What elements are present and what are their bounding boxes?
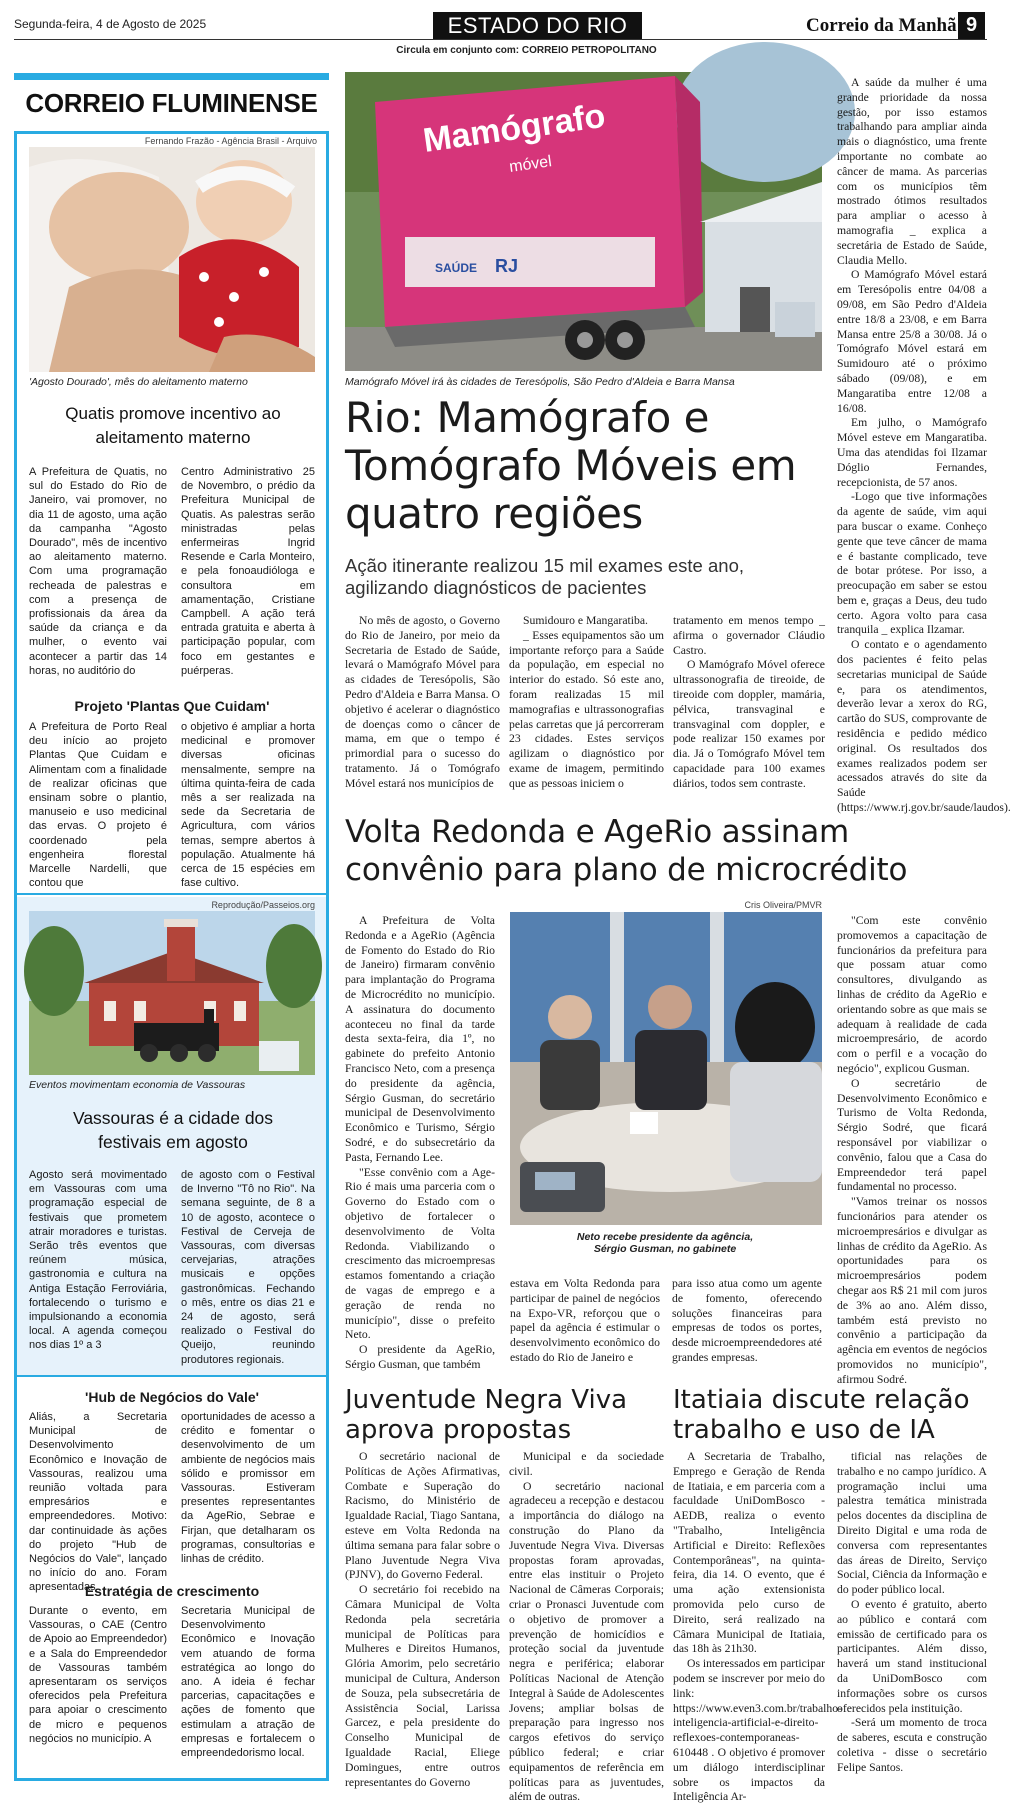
paragraph: A Secretaria de Trabalho, Emprego e Geração de Renda de Itatiaia, e em parceria com a faculdade UniDomBosco - AEDB, realiza o evento "Trabalho, Inteligência Artificial e Direito: Reflexões Contemporâneas", na quinta-feira, dia 14. O evento, que é uma ação extensionista promovida pelo curso de Direito, será realizado na Câmara Municipal de Itatiaia, das 18h às 21h30. — [673, 1450, 825, 1656]
paragraph: "Vamos treinar os nossos funcionários para atender os microempresários e divulgar as linhas de crédito da AgeRio. As oportunidades para os microempresários podem chegar aos R$ 21 mil com juros de 3% ao ano. Além disso, também está previsto no convênio a participação da agência em eventos de negócios promovidos no município", afirmou Sodré. — [837, 1195, 987, 1386]
sidebar-title: CORREIO FLUMINENSE — [25, 88, 318, 118]
story-text: Durante o evento, em Vassouras, o CAE (Centro de Apoio ao Empreendedor) e a Sala do Empreendedor de Vassouras também apresentaram os serviços oferecidos pela Prefeitura para apoiar o crescimento de micro e pequenos negócios no município. A — [29, 1605, 167, 1745]
story-text: o objetivo é ampliar a horta medicinal e promover diversas oficinas mensalmente, sempre na última quinta-feira de cada mês a ser realizada na sede da Secretaria de Agricultura, com vários temas, sempre abertos à população. Atualmente há cerca de 15 espécies em fase cultivo. — [181, 721, 315, 890]
photo-caption: Neto recebe presidente da agência, Sérgio Gusman, no gabinete — [576, 1231, 754, 1255]
paragraph: -Logo que tive informações da agente de saúde, vim aqui para buscar o exame. Conheço gente que teve câncer de mama e é bastante complicado, teve de botar prótese. Por isso, a preocupação em saber se estou bem e, graças a Deus, deu tudo certo. Agora volto para casa tranquila _ explica Ilzamar. — [837, 490, 987, 637]
truck-label: Mamógrafo — [420, 96, 608, 160]
story-text: oportunidades de acesso a crédito e fomentar o desenvolvimento de um ambiente de negócios mais sólido e promissor em Vassouras. Estiveram presentes representantes da AgeRio, Sebrae e Firjan, que detalharam os programas, consultorias e linhas de crédito. — [181, 1411, 315, 1566]
story-text: Aliás, a Secretaria Municipal de Desenvolvimento Econômico e Inovação de Vassouras, realizou uma reunião voltada para empresários e empreendedores. Motivo: dar continuidade às ações do projeto "Hub de Negócios do Vale", lançado no início do ano. Foram apresentadas — [29, 1411, 167, 1594]
story-text: No mês de agosto, o Governo do Rio de Janeiro, por meio da Secretaria de Estado de Saúde, levará o Mamógrafo Móvel para as cidades de Teresópolis, São Pedro d'Aldeia e Barra Mansa. O objetivo é acelerar o diagnóstico de doenças como o câncer de mama, em que o tempo é primordial para o sucesso do tratamento. Já o Tomógrafo Móvel estará nos municípios de — [345, 614, 500, 790]
photo-caption: Mamógrafo Móvel irá às cidades de Teresópolis, São Pedro d'Aldeia e Barra Mansa — [345, 376, 735, 388]
story-text: estava em Volta Redonda para participar de painel de negócios na Expo-VR, reforçou que o papel da agência é estimular o desenvolvimento econômico do estado do Rio de Janeiro e — [510, 1277, 660, 1364]
photo-caption: 'Agosto Dourado', mês do aleitamento materno — [29, 376, 248, 388]
story-headline: Itatiaia discute relação trabalho e uso de IA — [673, 1385, 970, 1445]
paragraph: O secretário foi recebido na Câmara Municipal de Volta Redonda pela secretária municipal de Políticas para Mulheres e Direitos Humanos, Glória Amorim, pelo secretário municipal de Cultura, Anderson de Souza, pela subsecretária de Assistência Social, Larissa Garcez, e pela presidente do Conselho Municipal de Igualdade Racial, Eliege Domingues, entre outros representantes do Governo — [345, 1583, 500, 1789]
sidebar-divider — [17, 893, 326, 895]
jnv-column-1 — [345, 1450, 500, 1789]
truck-rj: RJ — [495, 256, 519, 276]
paragraph: O contato e o agendamento dos pacientes é feito pelas secretarias municipal de Saúde e, para os atendimentos, deverão levar a xerox do RG, cartão do SUS, comprovante de residência e pedido médico original. Os resultados dos exames realizados podem ser acessados através do site da Saúde (https://www.rj.gov.br/saude/laudos). — [837, 638, 1011, 815]
paragraph: O secretário nacional de Políticas de Ações Afirmativas, Combate e Superação do Racismo, do Ministério de Igualdade Racial, Tiago Santana, esteve em Volta Redonda na última semana para falar sobre o Plano Juventude Negra Viva (PJNV), do Governo Federal. — [345, 1450, 500, 1582]
story-headline: Quatis promove incentivo ao aleitamento materno — [65, 404, 281, 447]
sidebar-top-bar — [14, 73, 329, 80]
paragraph: O presidente da AgeRio, Sérgio Gusman, que também — [345, 1343, 495, 1371]
story-text: Centro Administrativo 25 de Novembro, o prédio da Prefeitura Municipal de Quatis. As palestras serão ministradas pelas enfermeiras Ingrid Resende e Carla Monteiro, e pela fonoaudióloga e consultora em amamentação, Cristiane Campbell. A ação terá entrada gratuita e aberta à participação popular, com foco em gestantes e puérperas. — [181, 466, 315, 677]
paragraph: Municipal e da sociedade civil. — [509, 1450, 664, 1478]
header-date: Segunda-feira, 4 de Agosto de 2025 — [14, 17, 207, 31]
mammograph-truck-photo — [345, 72, 822, 371]
story-text: Sumidouro e Mangaratiba. _ Esses equipamentos são um importante reforço para a Saúde da população, em especial no interior do estado. Só este ano, foram realizadas 15 mil mamografias e ultrassonografias pelas carretas que já percorreram 23 cidades. Estes serviços agilizam o diagnóstico por exame de imagem, permitindo que as pessoas iniciem o — [509, 614, 664, 790]
story-headline: Juventude Negra Viva aprova propostas — [345, 1385, 628, 1445]
story-text: A Prefeitura de Quatis, no sul do Estado do Rio de Janeiro, vai promover, no dia 11 de agosto, uma ação da campanha "Agosto Dourado", mês de incentivo ao aleitamento materno. Com uma programação recheada de palestras e com a presença de profissionais da área da saúde da criança e da mulher, o evento vai acontecer a partir das 14 horas, no auditório do — [29, 466, 167, 677]
circulation-note: Circula em conjunto com: CORREIO PETROPOLITANO — [396, 45, 657, 56]
paragraph: "Com este convênio promovemos a capacitação de funcionários da prefeitura para que possam atuar como consultores, divulgando as linhas de crédito da AgeRio e orientando sobre as que mais se adequam à realidade de cada microempresário, de acordo com o perfil e a vocação do negócio", explicou Gusman. — [837, 914, 987, 1075]
paragraph: -Será um momento de troca de saberes, escuta e construção coletiva - disse o secretário Felipe Santos. — [837, 1716, 987, 1774]
meeting-photo — [510, 912, 822, 1225]
story-headline: Volta Redonda e AgeRio assinam convênio para plano de microcrédito — [345, 814, 908, 888]
header-rule — [14, 39, 987, 40]
story-headline: Vassouras é a cidade dos festivais em agosto — [72, 1108, 274, 1152]
newspaper-name: Correio da Manhã — [806, 15, 957, 36]
story-subhead: Projeto 'Plantas Que Cuidam' — [74, 698, 270, 714]
paragraph: A saúde da mulher é uma grande prioridade da nossa gestão, por isso estamos trabalhando para ampliar ainda mais o diagnóstico, uma frente importante no combate ao câncer de mama. As parcerias com os municípios têm mostrado ótimos resultados para ampliar o acesso à mamografia _ explica a secretária de Estado de Saúde, Claudia Mello. — [837, 76, 987, 267]
photo-credit: Cris Oliveira/PMVR — [744, 900, 822, 910]
story-subhead: 'Hub de Negócios do Vale' — [85, 1389, 259, 1405]
paragraph: tificial nas relações de trabalho e no campo jurídico. A programação inclui uma palestra temática ministrada pelos docentes da disciplina de Direito Digital e uma roda de conversa com representantes das áreas de Direito, Serviço Social, Ciência da Informação e do poder público local. — [837, 1450, 987, 1597]
lead-deck: Ação itinerante realizou 15 mil exames este ano, agilizando diagnósticos de pacientes — [345, 555, 744, 598]
story-text: A Prefeitura de Porto Real deu início ao projeto Plantas Que Cuidam e Alimentam com a finalidade de realizar oficinas que ensinam sobre o plantio, manuseio e uso medicinal das ervas. O projeto é coordenado pela engenheira florestal Marcelle Nardelli, que contou que — [29, 721, 167, 890]
paragraph: "Esse convênio com a Age-Rio é mais uma parceria com o Governo do Estado com o objetivo de fortalecer o desenvolvimento de Volta Redonda. Viabilizando o crescimento das microempresas estamos fomentando a criação de vagas de emprego e a geração de renda no município", disse o prefeito Neto. — [345, 1165, 495, 1342]
jnv-column-2 — [509, 1450, 664, 1804]
train-station-photo — [29, 911, 315, 1075]
sidebar-divider — [17, 1375, 326, 1377]
story-text: Agosto será movimentado em Vassouras com uma programação especial de festivais que prometem atrair moradores e turistas. Serão três eventos que reúnem música, gastronomia e cultura na Antiga Estação Ferroviária, fortalecendo o turismo e impulsionando a economia local. A agenda começou nos dias 1º a 3 — [29, 1169, 167, 1352]
photo-caption: Eventos movimentam economia de Vassouras — [29, 1079, 246, 1091]
truck-sublabel: móvel — [508, 153, 553, 176]
paragraph: O Mamógrafo Móvel estará em Teresópolis entre 04/08 a 09/08, em São Pedro d'Aldeia entre 18/8 a 23/08, e em Barra Mansa entre 25/8 a 30/08. Já o Tomógrafo Móvel estará em Sumidouro até o próximo sábado (09/08), e em Mangaratiba entre 12/08 a 16/08. — [837, 268, 987, 415]
paragraph: Os interessados em participar podem se inscrever por meio do link: https://www.even3.com.br/trabalho-inteligencia-artificial-e-direito-reflexoes-contemporaneas-610448 . O objetivo é promover um diálogo interdisciplinar sobre os impactos da Inteligência Ar- — [673, 1657, 842, 1804]
paragraph: A Prefeitura de Volta Redonda e a AgeRio (Agência de Fomento do Estado do Rio de Janeiro) firmaram convênio para implantação do Programa de Microcrédito no município. A assinatura do documento aconteceu no final da tarde desta sexta-feira, dia 1º, no gabinete do prefeito Antonio Francisco Neto, com a presença do presidente da agência, Sérgio Gusman, do secretário municipal de Desenvolvimento Econômico e Turismo, Sérgio Sodré, e do subsecretário da Pasta, Fernando Lee. — [345, 914, 495, 1164]
photo-credit: Fernando Frazão - Agência Brasil - Arquivo — [144, 136, 317, 146]
truck-logo: SAÚDE — [435, 261, 478, 275]
breastfeeding-photo — [29, 147, 315, 372]
story-text: tratamento em menos tempo _ afirma o governador Cláudio Castro. O Mamógrafo Móvel oferece ultrassonografia de tireoide, de tireoide com doppler, mamária, pélvica, transvaginal e transvaginal com doppler, e pode realizar 150 exames por dia. Já o Tomógrafo Móvel tem capacidade para 100 exames diários, todos sem contraste. — [673, 614, 825, 790]
lead-headline: Rio: Mamógrafo e Tomógrafo Móveis em quatro regiões — [345, 393, 797, 538]
story-text: Secretaria Municipal de Desenvolvimento Econômico e Inovação vem atuando de forma estratégica ao longo do ano. A ideia é fechar parcerias, capacitações e ações de fomento que estimulam a atração de empresas e fortalecem o empreendedorismo local. — [181, 1605, 315, 1760]
story-subhead: Estratégia de crescimento — [84, 1583, 260, 1599]
paragraph: O secretário nacional agradeceu a recepção e destacou a importância do diálogo na construção do Plano da Juventude Negra Viva. Diversas propostas foram aprovadas, entre elas instituir o Projeto Nacional de Câmeras Corporais; criar o Pronasci Juventude com o objetivo de promover a prevenção de homicídios e proteção social da juventude negra e periférica; elaborar Políticas Nacional de Atenção Integral à Saúde de Adolescentes Jovens; ampliar bolsas de preparação para ingresso nos cargos efetivos do serviço público federal; e criar equipamentos de referência em políticas para as juventudes, além de outras. — [509, 1479, 664, 1804]
photo-credit: Reprodução/Passeios.org — [211, 900, 315, 910]
section-title: ESTADO DO RIO — [433, 12, 642, 39]
story-text: para isso atua como um agente de fomento, oferecendo soluções financeiras para empresas de todos os portes, desde microempreendedores até grandes empresas. — [672, 1277, 822, 1364]
paragraph: O evento é gratuito, aberto ao público e contará com emissão de certificado para os participantes. Além disso, haverá um stand institucional da UniDomBosco com informações sobre os cursos oferecidos pela instituição. — [837, 1597, 987, 1715]
story-text: de agosto com o Festival de Inverno "Tô no Rio". Na semana seguinte, de 8 a 10 de agosto, acontece o Festival de Cerveja de Vassouras, com diversas cervejarias, atrações musicais e opções gastronômicas. Fechando o mês, entre os dias 21 e 24 de agosto, será realizado o Festival do Queijo, reunindo produtores regionais. — [181, 1169, 315, 1366]
ita-column-1 — [673, 1450, 842, 1804]
ita-column-2 — [837, 1450, 987, 1782]
lead-right-column — [837, 76, 1011, 815]
paragraph: O secretário de Desenvolvimento Econômico e Turismo de Volta Redonda, Sérgio Sodré, que ficará responsável por viabilizar o convênio, falou que a Casa do Empreendedor terá papel fundamental no processo. — [837, 1076, 987, 1194]
vr-column-1 — [345, 914, 495, 1371]
vr-column-4 — [837, 914, 987, 1386]
page-number: 9 — [958, 12, 985, 39]
paragraph: Em julho, o Mamógrafo Móvel esteve em Mangaratiba. Uma das atendidas foi Ilzamar Dóglio Fernandes, recepcionista, de 57 anos. — [837, 416, 987, 489]
